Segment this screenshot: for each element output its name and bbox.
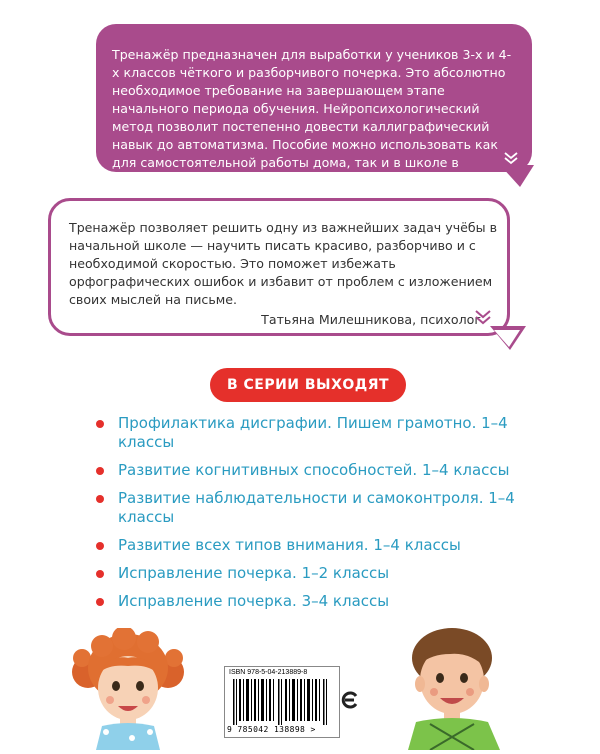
girl-illustration: [66, 628, 190, 750]
quote-bubble: [48, 198, 510, 336]
quote-bubble-tail-fill: [494, 330, 520, 347]
bullet-icon: [96, 495, 104, 503]
isbn-text: ISBN 978-5-04-213889-8: [229, 669, 308, 676]
bullet-icon: [96, 420, 104, 428]
list-item: [96, 489, 526, 527]
list-item-text: Исправление почерка. 1–2 классы: [118, 564, 390, 582]
intro-bubble-tail: [500, 165, 534, 187]
list-item: [96, 592, 526, 611]
list-item-text: Исправление почерка. 3–4 классы: [118, 592, 390, 610]
chevron-down-icon: [475, 309, 487, 321]
boy-illustration: [390, 624, 522, 750]
list-item-text: Развитие когнитивных способностей. 1–4 классы: [118, 461, 510, 479]
list-item: [96, 536, 526, 555]
list-item: [96, 461, 526, 480]
chevron-down-icon: [504, 151, 516, 163]
ean-number: 9 785042 138898 >: [227, 725, 316, 734]
list-item: [96, 414, 526, 452]
barcode: [224, 666, 340, 738]
list-item-text: Развитие наблюдательности и самоконтроля. 1–4 классы: [118, 489, 515, 526]
bullet-icon: [96, 467, 104, 475]
quote-author: Татьяна Милешникова, психолог: [261, 312, 481, 327]
bullet-icon: [96, 542, 104, 550]
list-item-text: Развитие всех типов внимания. 1–4 классы: [118, 536, 461, 554]
bullet-icon: [96, 598, 104, 606]
series-list: [96, 414, 526, 620]
intro-text: Тренажёр предназначен для выработки у учеников 3-х и 4-х классов чёткого и разборчивого почерка. Это абсолютно необходимое требование на завершающем этапе начального периода обучения. Нейропсихологический метод позволит постепенно довести каллиграфический навык до автоматизма. Пособие можно использовать как для самостоятельной работы дома, так и в школе в качестве дополнительного материала.: [112, 47, 512, 188]
barcode-bars: [233, 679, 333, 725]
publisher-logo-icon: [340, 690, 360, 710]
list-item: [96, 564, 526, 583]
list-item-text: Профилактика дисграфии. Пишем грамотно. 1–4 классы: [118, 414, 508, 451]
intro-bubble: [96, 24, 532, 188]
series-badge: В СЕРИИ ВЫХОДЯТ: [210, 368, 406, 402]
quote-text: Тренажёр позволяет решить одну из важнейших задач учёбы в начальной школе — научить писать красиво, разборчиво и с необходимой скоростью. Это поможет избежать орфографических ошибок и избавит от проблем с изложением своих мыслей на письме.: [69, 220, 498, 307]
bullet-icon: [96, 570, 104, 578]
